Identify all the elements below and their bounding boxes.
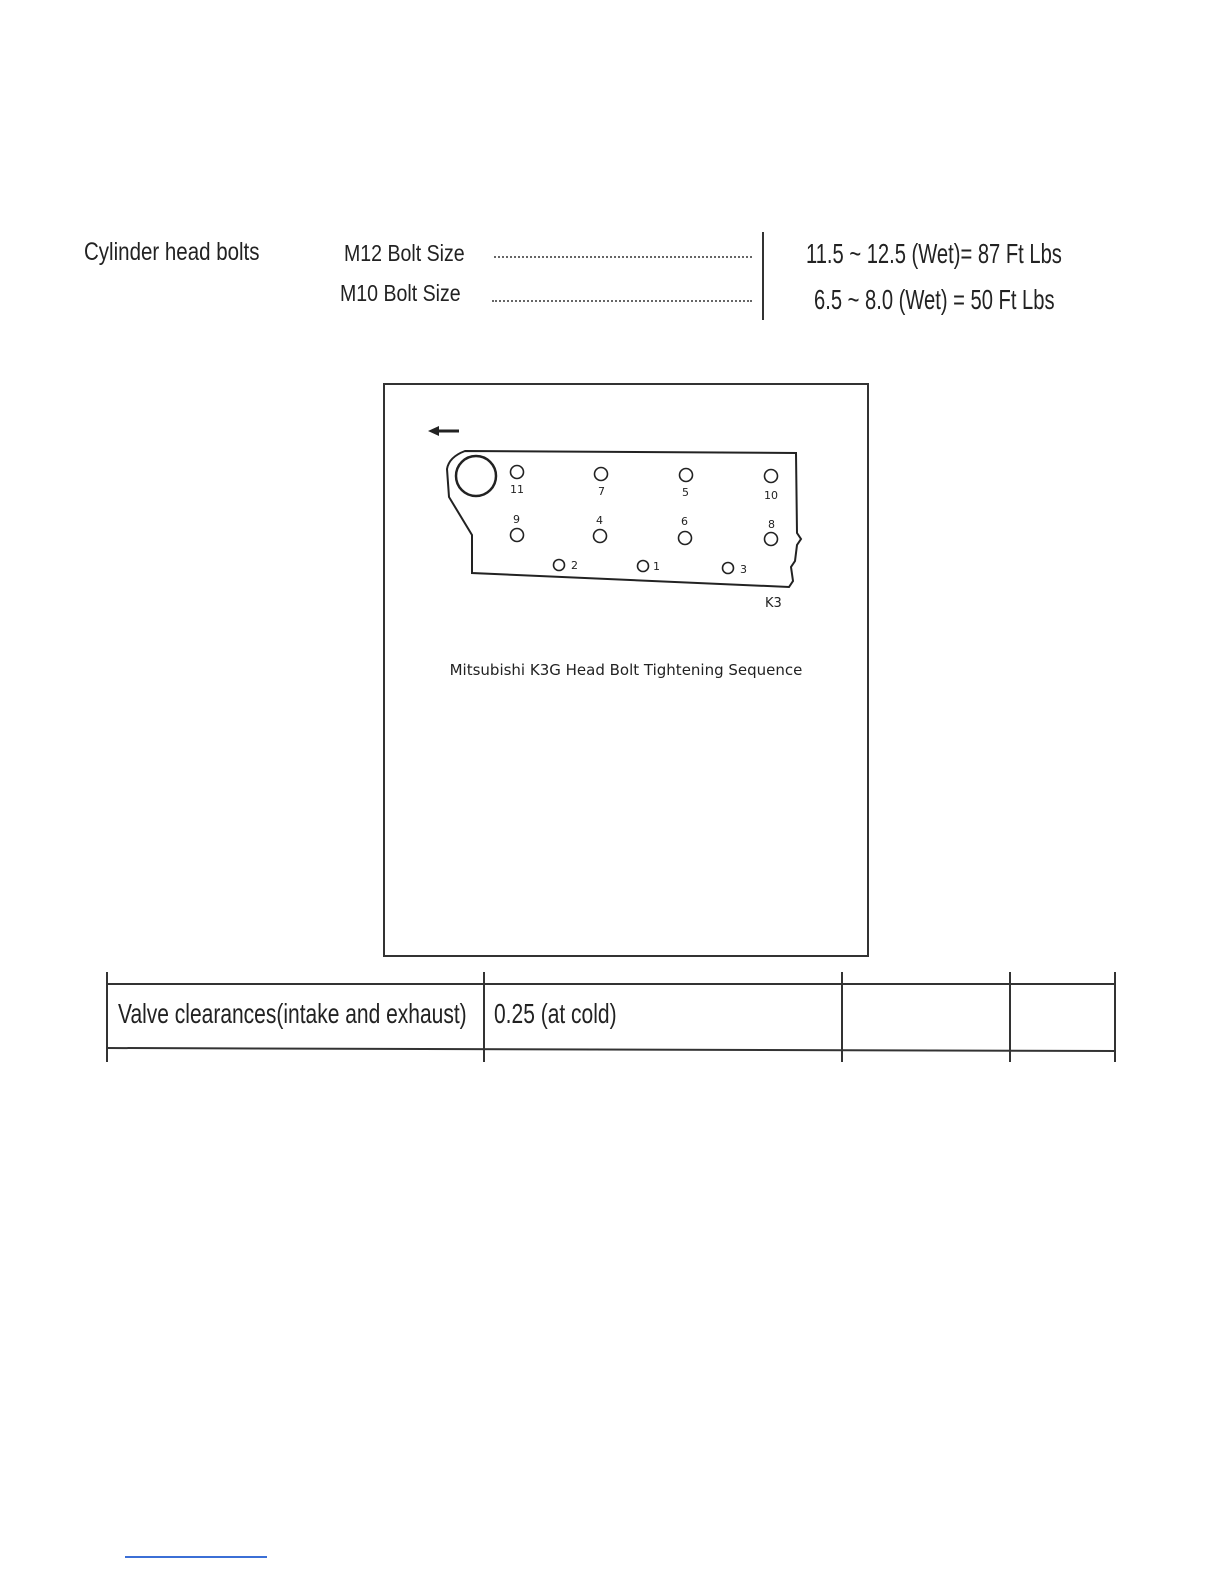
- bolt-number: 5: [682, 486, 689, 499]
- bolt-number: 2: [571, 559, 578, 572]
- bolt-hole: [554, 560, 565, 571]
- m10-torque-value: 6.5 ~ 8.0 (Wet) = 50 Ft Lbs: [814, 284, 1055, 315]
- head-bolt-diagram: [383, 383, 869, 957]
- bolt-number: 1: [653, 560, 660, 573]
- diagram-caption: Mitsubishi K3G Head Bolt Tightening Sequence: [449, 661, 803, 679]
- bolt-hole: [680, 469, 693, 482]
- front-arrow-icon: [428, 426, 459, 436]
- bolt-hole: [765, 470, 778, 483]
- leader-dots: [492, 300, 752, 302]
- bolt-number: 9: [513, 513, 520, 526]
- bolt-number: 4: [596, 514, 603, 527]
- bolt-hole: [511, 466, 524, 479]
- bolt-number: 10: [764, 489, 778, 502]
- leader-dots: [494, 256, 752, 258]
- bolt-number: 3: [740, 563, 747, 576]
- footer-link-underline[interactable]: [125, 1556, 267, 1558]
- bolt-number: 11: [510, 483, 524, 496]
- valve-clearance-label: Valve clearances(intake and exhaust): [118, 998, 467, 1029]
- bolt-number: 6: [681, 515, 688, 528]
- head-outline: [447, 451, 801, 587]
- bolt-number: 8: [768, 518, 775, 531]
- bolt-hole: [723, 563, 734, 574]
- divider-line: [762, 232, 764, 320]
- m12-bolt-size-label: M12 Bolt Size: [344, 240, 465, 266]
- bolt-hole: [594, 530, 607, 543]
- large-bore: [456, 456, 496, 496]
- cylinder-head-bolts-label: Cylinder head bolts: [84, 238, 260, 266]
- bolt-hole: [765, 533, 778, 546]
- m10-bolt-size-label: M10 Bolt Size: [340, 280, 461, 306]
- m12-torque-value: 11.5 ~ 12.5 (Wet)= 87 Ft Lbs: [806, 238, 1062, 269]
- bolt-hole: [638, 561, 649, 572]
- bolt-hole: [511, 529, 524, 542]
- model-label: K3: [765, 596, 782, 611]
- bolt-hole: [595, 468, 608, 481]
- bolt-number: 7: [598, 485, 605, 498]
- valve-clearance-value: 0.25 (at cold): [494, 998, 617, 1029]
- bolt-hole: [679, 532, 692, 545]
